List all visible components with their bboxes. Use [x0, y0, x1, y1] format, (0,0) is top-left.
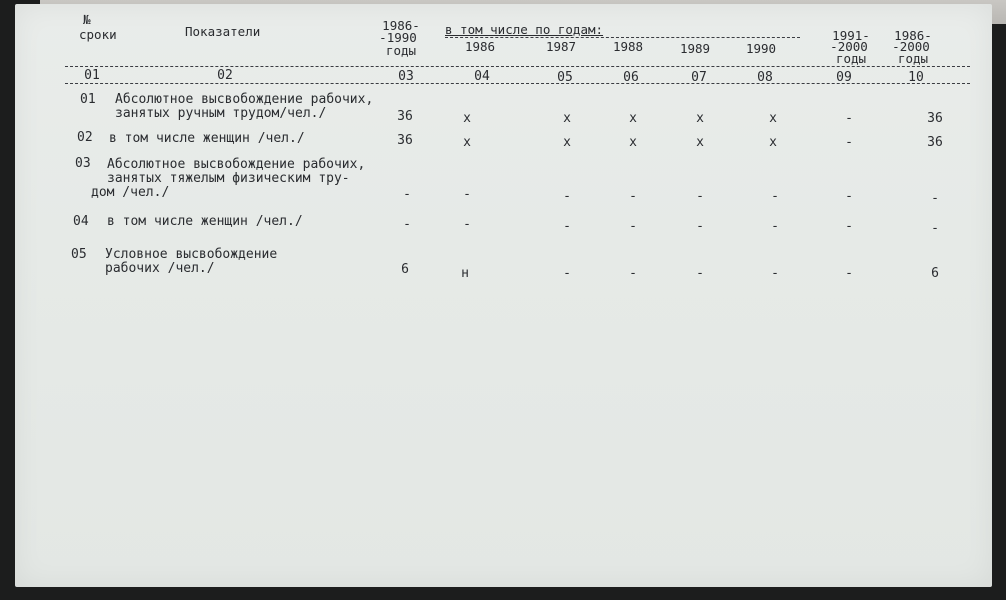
cell-value: x — [769, 135, 777, 150]
cell-value: - — [771, 189, 779, 204]
cell-value: - — [463, 187, 471, 202]
colnum-08: 08 — [757, 70, 773, 85]
cell-value: 36 — [927, 135, 943, 150]
cell-value: - — [563, 266, 571, 281]
row-code: 04 — [73, 214, 89, 229]
col03-line3: годы — [385, 43, 417, 58]
year-1987: 1987 — [545, 39, 577, 54]
cell-value: x — [463, 135, 471, 150]
cell-value: x — [563, 111, 571, 126]
row-label-line: занятых тяжелым физическим тру- — [107, 171, 350, 186]
cell-value: - — [931, 221, 939, 236]
colnum-10: 10 — [908, 70, 924, 85]
row-label-line: дом /чел./ — [91, 185, 170, 200]
cell-value: - — [696, 219, 704, 234]
cell-value: - — [629, 219, 637, 234]
cell-value: x — [629, 135, 637, 150]
cell-value: н — [461, 266, 469, 281]
col10-line1: 1986- — [894, 28, 932, 43]
header-pokazateli: Показатели — [185, 24, 261, 39]
cell-value: 36 — [397, 109, 413, 124]
row-label-line: Абсолютное высвобождение рабочих, — [115, 92, 374, 107]
cell-value: 36 — [397, 133, 413, 148]
cell-value: - — [845, 111, 853, 126]
cell-value: x — [629, 111, 637, 126]
cell-value: x — [696, 135, 704, 150]
col09-line1: 1991- — [832, 28, 870, 43]
by-years-heading: в том числе по годам: — [445, 22, 604, 37]
cell-value: x — [696, 111, 704, 126]
col10-line3: годы — [897, 51, 929, 66]
cell-value: 6 — [931, 266, 939, 281]
cell-value: x — [563, 135, 571, 150]
cell-value: - — [696, 189, 704, 204]
year-1988: 1988 — [612, 39, 644, 54]
colnum-04: 04 — [474, 69, 490, 84]
row-code: 03 — [75, 156, 91, 171]
cell-value: - — [563, 219, 571, 234]
col09-line3: годы — [835, 51, 867, 66]
row-label-line: рабочих /чел./ — [105, 261, 215, 276]
year-1986: 1986 — [464, 39, 496, 54]
colnum-05: 05 — [557, 70, 573, 85]
cell-value: - — [629, 189, 637, 204]
row-code: 02 — [77, 130, 93, 145]
cell-value: - — [845, 266, 853, 281]
num-sign: № — [83, 12, 91, 27]
year-1989: 1989 — [679, 41, 711, 56]
colnum-02: 02 — [217, 68, 233, 83]
cell-value: - — [563, 189, 571, 204]
cell-value: x — [769, 111, 777, 126]
col09-line2: -2000 — [830, 39, 868, 54]
cell-value: - — [696, 266, 704, 281]
cell-value: - — [403, 187, 411, 202]
row-code: 05 — [71, 247, 87, 262]
header-sroki: сроки — [79, 27, 117, 42]
header-rule-top — [65, 66, 970, 67]
cell-value: - — [845, 219, 853, 234]
cell-value: - — [463, 217, 471, 232]
cell-value: - — [771, 266, 779, 281]
colnum-09: 09 — [836, 70, 852, 85]
year-1990: 1990 — [745, 41, 777, 56]
cell-value: 36 — [927, 111, 943, 126]
row-label-line: в том числе женщин /чел./ — [109, 131, 305, 146]
cell-value: - — [403, 217, 411, 232]
cell-value: x — [463, 111, 471, 126]
cell-value: - — [771, 219, 779, 234]
cell-value: - — [845, 135, 853, 150]
row-code: 01 — [80, 92, 96, 107]
cell-value: - — [845, 189, 853, 204]
colnum-06: 06 — [623, 70, 639, 85]
col03-line1: 1986- — [382, 18, 420, 33]
row-label-line: занятых ручным трудом/чел./ — [115, 106, 327, 121]
cell-value: 6 — [401, 262, 409, 277]
colnum-03: 03 — [398, 69, 414, 84]
by-years-underline — [445, 37, 800, 38]
paper-sheet — [15, 4, 992, 587]
row-label-line: Условное высвобождение — [105, 247, 278, 262]
cell-value: - — [629, 266, 637, 281]
row-label-line: Абсолютное высвобождение рабочих, — [107, 157, 366, 172]
col03-line2: -1990 — [379, 30, 417, 45]
row-label-line: в том числе женщин /чел./ — [107, 214, 303, 229]
col10-line2: -2000 — [892, 39, 930, 54]
cell-value: - — [931, 191, 939, 206]
colnum-07: 07 — [691, 70, 707, 85]
colnum-01: 01 — [84, 68, 100, 83]
